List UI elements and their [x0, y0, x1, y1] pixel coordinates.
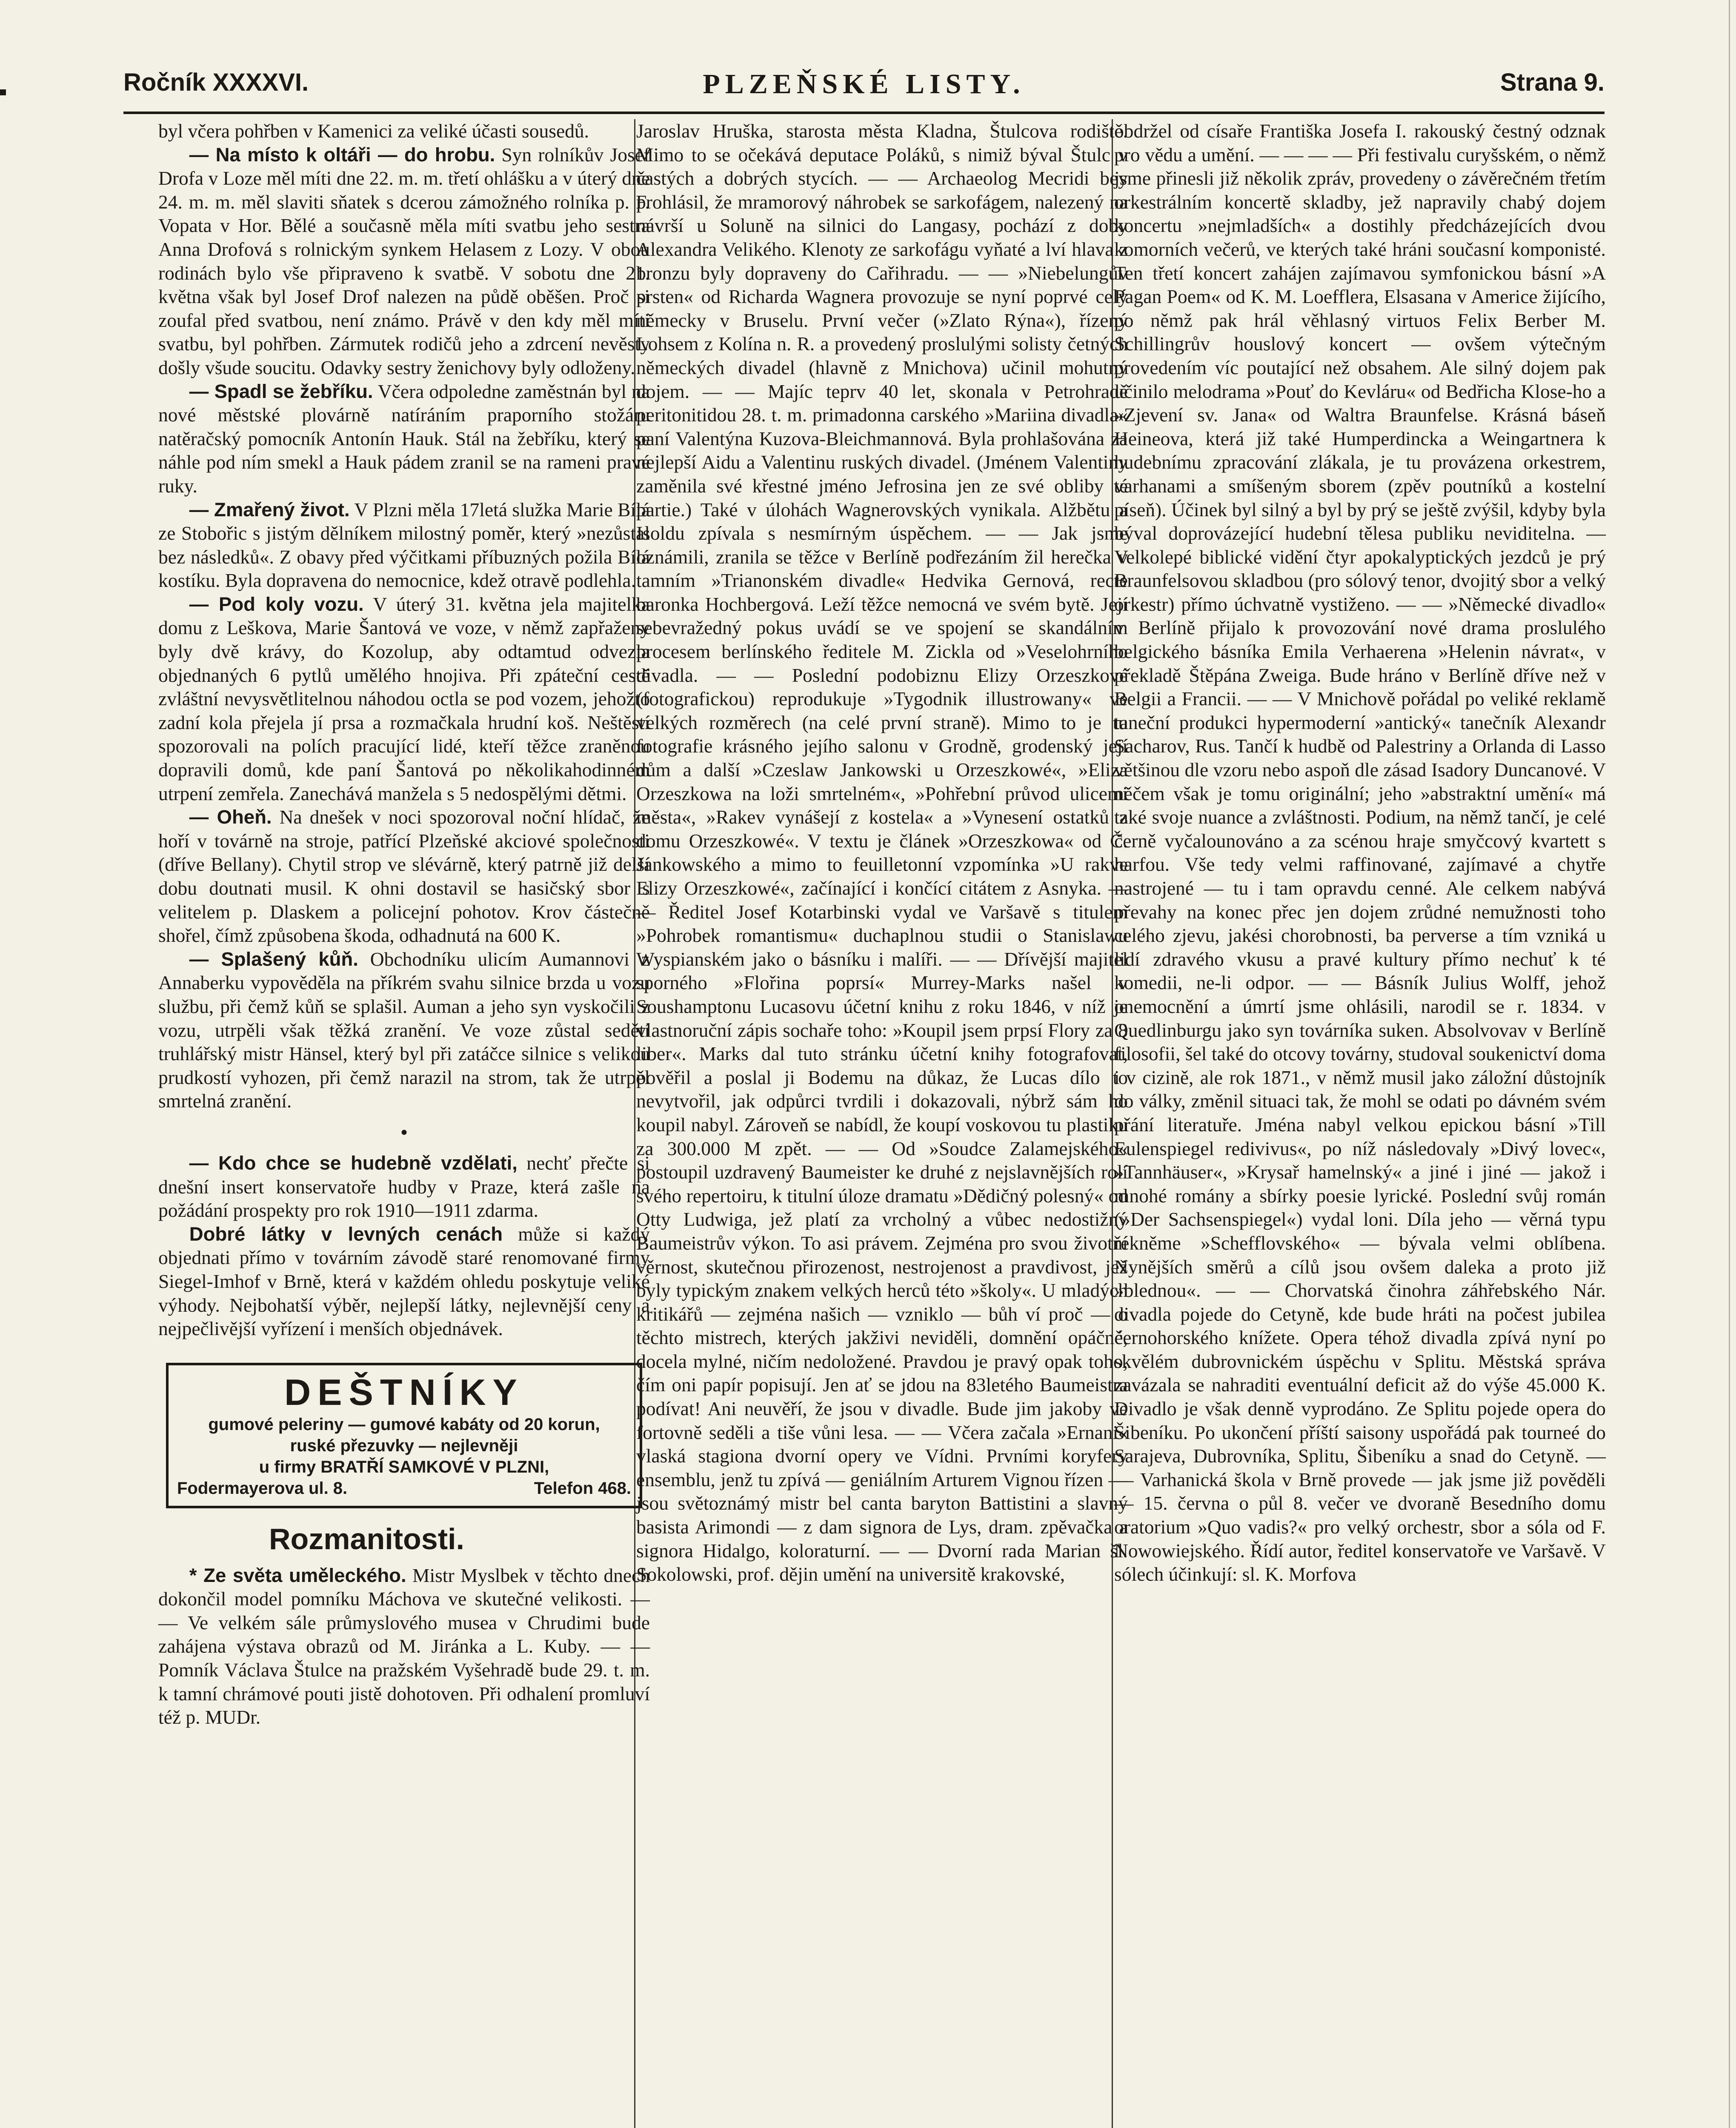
- ad-phone: Telefon 468.: [534, 1479, 631, 1498]
- column-2: [636, 119, 1128, 1586]
- article-text: Jaroslav Hruška, starosta města Kladna, Štulcova rodiště. Mimo to se očekává deputace Poláků, s nimiž býval Štulc v častých a dobrých stycích. — — Archaeolog Mecridi bey prohlásil, že mramorový náhrobek se sarkofágem, nalezený na návrší u Soluně na silnici do Langasy, pochází z doby Alexandra Velikého. Klenoty ze sarkofágu vyňaté a lví hlava z bronzu byly dopraveny do Cařihradu. — — »Niebelungův prsten« od Richarda Wagnera provozuje se nyní poprvé celý německy v Bruselu. První večer (»Zlato Rýna«), řízený Lohsem z Kolína n. R. a provedený proslulými solisty četných německých divadel (hlavně z Mnichova) učinil mohutný dojem. — — Majíc teprv 40 let, skonala v Petrohradě peritonitidou 28. t. m. primadonna carského »Mariina divadla« paní Valentýna Kuzova-Bleichmannová. Byla prohlašována za nejlepší Aidu a Valentinu ruských divadel. (Jménem Valentiny zaměnila své křestné jméno Jefrosina jen ze své obliby té partie.) Také v úlohách Wagnerovských vynikala. Alžbětu a Isoldu zpívala s nesmírným úspěchem. — — Jak jsme oznámili, zranila se těžce v Berlíně podřezáním žil herečka v tamním »Trianonském divadle« Hedvika Gernová, recte baronka Hochbergová. Leží těžce nemocná ve svém bytě. Její sebevražedný pokus uvádí se ve spojení se skandálním procesem berlínského ředitele M. Zickla od »Veselohrního divadla. — — Poslední podobiznu Elizy Orzeszkové (fotografickou) reprodukuje »Tygodnik illustrowany« ve velkých rozměrech (na celé první straně). Mimo to je tu fotografie krásného jejího salonu v Grodně, grodenský její dům a další »Czeslaw Jankowski u Orzeszkowé«, »Eliza Orzeszkowa na loži smrtelném«, »Pohřební průvod ulicemi města«, »Rakev vynášejí z kostela« a »Vynesení ostatků z domu Orzeszkowé«. V textu je článek »Orzeszkowa« od Č. Jankowského a mimo to feuilletonní vzpomínka »U rakve Elizy Orzeszkowé«, začínající i končící citátem z Asnyka. — — Ředitel Josef Kotarbinski vydal ve Varšavě s titulem »Pohrobek romantismu« duchaplnou studii o Stanislawu Wyspianském jako o básníku i malíři. — — Dřívější majitel sporného »Flořina poprsí« Murrey-Marks našel v Soushamptonu Lucasovu účetní knihu z roku 1846, v níž je vlastnoruční zápis sochaře toho: »Koupil jsem prpsí Flory za 8 liber«. Marks dal tuto stránku účetní knihy fotografovat, pověřil a poslal ji Bodemu na důkaz, že Lucas dílo to nevytvořil, jak odpůrci tvrdili i dokazovali, nýbrž sám ho koupil nabyl. Zároveň se nabídl, že koupí voskovou tu plastiku za 300.000 M zpět. — — Od »Soudce Zalamejského« postoupil uzdravený Baumeister ke druhé z nejslavnějších rolí svého repertoiru, k titulní úloze dramatu »Dědičný polesný« od Otty Ludwiga, jež platí za vrcholný a vůbec nedostižný Baumeistrův výkon. To asi právem. Zejména pro svou životní věrnost, skutečnou přirozenost, nestrojenost a pravdivost, jež byly typickým znakem velkých herců této »školy«. U mladých kritikářů — zejména našich — vzniklo — bůh ví proč — o těchto mistrech, kterých jakživi neviděli, domnění opáčné, docela mylné, ničím nedoložené. Pravdou je pravý opak toho, čím oni papír popisují. Jen ať se jdou na 83letého Baumeistra podívat! Ani neuvěří, že jsou v divadle. Bude jim jakoby ve fortovně seděli a tiše vůni lesa. — — Včera začala »Ernani« vlaská stagiona dvorní opery ve Vídni. Prvními koryfery ensemblu, jenž tu zpívá — geniálním Arturem Vignou řízen — jsou světoznámý mistr bel canta baryton Battistini a slavný basista Arimondi — z dam signora de Lys, dram. zpěvačka a signora Hidalgo, koloraturní. — — Dvorní rada Marian šl. Sokolowski, prof. dějin umění na universitě krakovské,: [636, 120, 1128, 1585]
- advertisement-notice: [158, 1222, 650, 1341]
- advertisement-notice: [158, 1151, 650, 1222]
- masthead-title: PLZEŇSKÉ LISTY.: [703, 69, 1025, 100]
- page-edge: [1729, 0, 1730, 2128]
- item-body: Obchodníku ulicím Aumannovi z Annaberku vypověděla na příkrém svahu silnice brzda u vozu službu, při čemž kůň se splašil. Auman a jeho syn vyskočili z vozu, utrpěli však těžká zranění. Ve voze zůstal sedětí truhlářský mistr Hänsel, který byl při zatáčce silnice s velikou prudkostí vyhozen, při čemž narazil na strom, tak že utrpěl smrtelná zranění.: [158, 948, 650, 1112]
- article-continuation: byl včera pohřben v Kamenici za veliké účasti sousedů.: [158, 120, 589, 142]
- news-item: [158, 592, 650, 805]
- item-body: Na dnešek v noci spozoroval noční hlídač, že hoří v továrně na stroje, patřící Plzeňské akciové společnosti (dříve Bellany). Chytil strop ve slévárně, který patrně již delší dobu doutnati musil. K ohni dostavil se hasičský sbor s velitelem p. Dlaskem a policejní pohotov. Krov částečně shořel, čímž způsobena škoda, odhadnutá na 600 K.: [158, 806, 650, 947]
- item-body: Mistr Myslbek v těchto dnech dokončil model pomníku Máchova ve skutečné velikosti. — — Ve velkém sále průmyslového musea v Chrudimi bude zahájena výstava obrazů od M. Jiránka a L. Kuby. — — Pomník Václava Štulce na pražském Vyšehradě bude 29. t. m. k tamní chrámové pouti jistě dohotoven. Při odhalení promluví též p. MUDr.: [158, 1564, 650, 1728]
- news-item: [158, 380, 650, 498]
- umbrella-advertisement: [166, 1363, 642, 1508]
- page-number: Strana 9.: [1500, 69, 1604, 96]
- ad-title: DEŠTNÍKY: [284, 1372, 524, 1413]
- ad-contact-row: [177, 1478, 631, 1499]
- item-headline: — Zmařený život.: [189, 498, 350, 521]
- section-separator: •: [400, 1120, 408, 1144]
- ad-line: ruské přezuvky — nejlevněji: [290, 1436, 518, 1455]
- news-item: [158, 143, 650, 380]
- item-body: může si každý objednati přímo v továrním závodě staré renomované firmy Siegel-Imhof v Brně, která v každém ohledu poskytuje veliké výhody. Nejbohatší výběr, nejlepší látky, nejlevnější ceny a nejpečlivější vyřízení i menších objednávek.: [158, 1223, 650, 1340]
- news-item: [158, 947, 650, 1113]
- section-heading: Rozmanitosti.: [269, 1522, 464, 1556]
- item-body: Včera odpoledne zaměstnán byl na nové městské plovárně natíráním praporního stožáru natěračský pomocník Antonín Hauk. Stál na žebříku, který se náhle pod ním smekl a Hauk pádem zranil se na rameni pravé ruky.: [158, 380, 650, 497]
- header-rule: [123, 112, 1604, 114]
- ad-line: gumové peleriny — gumové kabáty od 20 korun,: [208, 1415, 600, 1434]
- item-body: V úterý 31. května jela majitelka domu z Leškova, Marie Šantová ve voze, v němž zapřaženy byly dvě krávy, do Kozolup, aby odtamtud odvezla objednaných 6 pytlů umělého hnojiva. Při zpáteční cestě zvláštní nevysvětlitelnou náhodou octla se pod vozem, jehožto zadní kola přejela jí prsa a rozmačkala hrudní koš. Neštěstí spozorovali na polích pracující lidé, kteří těžce zraněnou dopravili domů, kde paní Šantová po několikahodinném utrpení zemřela. Zanechává manžela s 5 nedospělými dětmi.: [158, 593, 650, 804]
- item-headline: — Pod koly vozu.: [189, 593, 364, 615]
- news-item: [158, 1564, 650, 1729]
- column-1: [158, 119, 650, 1729]
- item-body: Syn rolníkův Josef Drofa v Loze měl míti dne 22. m. m. třetí ohlášku a v úterý dne 24. m. m. měl slaviti sňatek s dcerou zámožného rolníka p. F. Vopata v Hor. Bělé a současně měla míti svatbu jeho sestra Anna Drofová s rolnickým synkem Helasem z Lozy. V obou rodinách bylo vše připraveno k svatbě. V sobotu dne 21. května však byl Josef Drof nalezen na půdě oběšen. Proč si zoufal před svatbou, není známo. Právě v den kdy měl míti svatbu, byl pohřben. Zármutek rodičů jeho a zdrcení nevěsty došly všude soucitu. Odavky sestry ženichovy byly odloženy.: [158, 143, 650, 378]
- article-text: obdržel od císaře Františka Josefa I. rakouský čestný odznak pro vědu a umění. — — — — Při festivalu curyšském, o němž jsme přinesli již několik zpráv, provedeny o závěrečném třetím orkestrálním koncertě skladby, jež napravily chabý dojem koncertu »nejmladších« a dostihly předcházejících dvou komorních večerů, ve kterých také hráni současní komponisté. Ten třetí koncert zahájen zajímavou symfonickou básní »A Pagan Poem« od K. M. Loefflera, Elsasana v Americe žijícího, po němž pak hrál věhlasný virtuos Felix Berber M. Schillingrův houslový koncert — ovšem výtečným provedením víc poutající než obsahem. Ale silný dojem pak učinilo melodrama »Pouť do Kevláru« od Bedřicha Klose-ho a »Zjevení sv. Jana« od Waltra Braunfelse. Krásná báseň Heineova, která již také Humperdincka a Weingartnera k hudebnímu zpracování zlákala, je tu provázena orkestrem, varhanami a smíšeným sborem (zpěv poutníků a kostelní píseň). Účinek byl silný a byl by prý se ještě zvýšil, kdyby byla býval doprovázející hudební tělesa publiku neviditelna. — Velkolepé biblické vidění čtyr apokalyptických jezdců je prý Braunfelsovou skladbou (pro sólový tenor, dvojitý sbor a velký orkestr) přímo úchvatně vystiženo. — — »Německé divadlo« v Berlíně přijalo k provozování nové drama proslulého belgického básníka Emila Verhaerena »Helenin návrat«, v překladě Štěpána Zweiga. Bude hráno v Berlíně dříve než v Belgii a Francii. — — V Mnichově pořádal po veliké reklamě taneční produkci hypermoderní »antický« tanečník Alexandr Sacharov, Rus. Tančí k hudbě od Palestriny a Orlanda di Lasso většinou dle vzoru nebo aspoň dle zásad Isadory Duncanové. V něčem však je tomu originální; jeho »abstraktní umění« má také svoje nuance a zvláštnosti. Podium, na němž tančí, je celé černě vyčalounováno a za scénou hraje smyčcový kvartett s harfou. Vše tedy velmi raffinované, zajímavé a chytře nastrojené — tu i tam opravdu cenné. Ale celkem nabývá převahy na konec přec jen dojem zrůdné nemužnosti toho celého zjevu, jakési chorobnosti, ba perverse a tím vzniká u lidí zdravého vkusu a pravé kultury přímo nechuť k té komedii, ne-li odpor. — — Básník Julius Wolff, jehož onemocnění a úmrtí jsme ohlásili, narodil se r. 1834. v Quedlinburgu jako syn továrníka suken. Absolvovav v Berlíně filosofii, šel také do otcovy továrny, studoval soukenictví doma i v cizině, ale rok 1871., v němž musil jako záložní důstojník do války, změnil situaci tak, že mohl se odati po dávném svém přání literatuře. Jména nabyl velkou epickou básní »Till Eulenspiegel redivivus«, po níž následovaly »Divý lovec«, »Tannhäuser«, »Krysař hamelnský« a jiné i jiné — jakož i mnohé romány a sbírky poesie lyrické. Poslední svůj román (»Der Sachsenspiegel«) vydal loni. Díla jeho — věrná typu řekněme »Schefflovského« — bývala velmi oblíbena. Nynějších směrů a cílů jsou ovšem daleka a proto již »blednou«. — — Chorvatská činohra záhřebského Nár. divadla pojede do Cetyně, kde bude hráti na počest jubilea černohorského knížete. Opera téhož divadla zpívá nyní po skvělém dubrovnickém úspěchu v Splitu. Městská správa zavázala se nahraditi eventuální deficit až do výše 45.000 K. Divadlo je však denně vyprodáno. Ze Splitu pojede opera do Šibeníku. Po ukončení příští saisony uspořádá pak tourneé do Sarajeva, Dubrovníka, Splitu, Šibeníku a snad do Cetyně. — — Varhanická škola v Brně provede — jak jsme již pověděli — 15. června o půl 8. večer ve dvoraně Besedního domu oratorium »Quo vadis?« pro velký orchestr, sbor a sóla od F. Nowowiejského. Řídí autor, ředitel konservatoře ve Varšavě. V sólech účinkují: sl. K. Morfova: [1114, 120, 1606, 1585]
- item-headline: Dobré látky v levných cenách: [189, 1223, 503, 1245]
- ad-line: u firmy BRATŘÍ SAMKOVÉ V PLZNI,: [259, 1457, 549, 1476]
- item-headline: — Splašený kůň.: [189, 948, 358, 970]
- item-headline: — Na místo k oltáři — do hrobu.: [189, 143, 495, 166]
- item-headline: — Oheň.: [189, 806, 272, 828]
- column-3: [1114, 119, 1606, 1586]
- item-headline: * Ze světa uměleckého.: [189, 1564, 406, 1586]
- ad-address: Fodermayerova ul. 8.: [177, 1479, 348, 1498]
- volume-label: Ročník XXXXVI.: [123, 69, 309, 96]
- item-body: nechť přečte si dnešní insert konservatoře hudby v Praze, která zašle na požádání prospekty pro rok 1910—1911 zdarma.: [158, 1152, 650, 1221]
- news-item: [158, 498, 650, 592]
- item-headline: — Kdo chce se hudebně vzdělati,: [189, 1152, 518, 1174]
- item-body: V Plzni měla 17letá služka Marie Bílá ze Stobořic s jistým dělníkem milostný poměr, který »nezůstal bez následků«. Z obavy před výčitkami příbuzných požila Bílá kostíku. Byla dopravena do nemocnice, kdež otravě podlehla.: [158, 498, 650, 592]
- registration-mark: [0, 89, 6, 95]
- news-item: [158, 805, 650, 947]
- item-headline: — Spadl se žebříku.: [189, 380, 373, 402]
- page-header: [123, 64, 1604, 115]
